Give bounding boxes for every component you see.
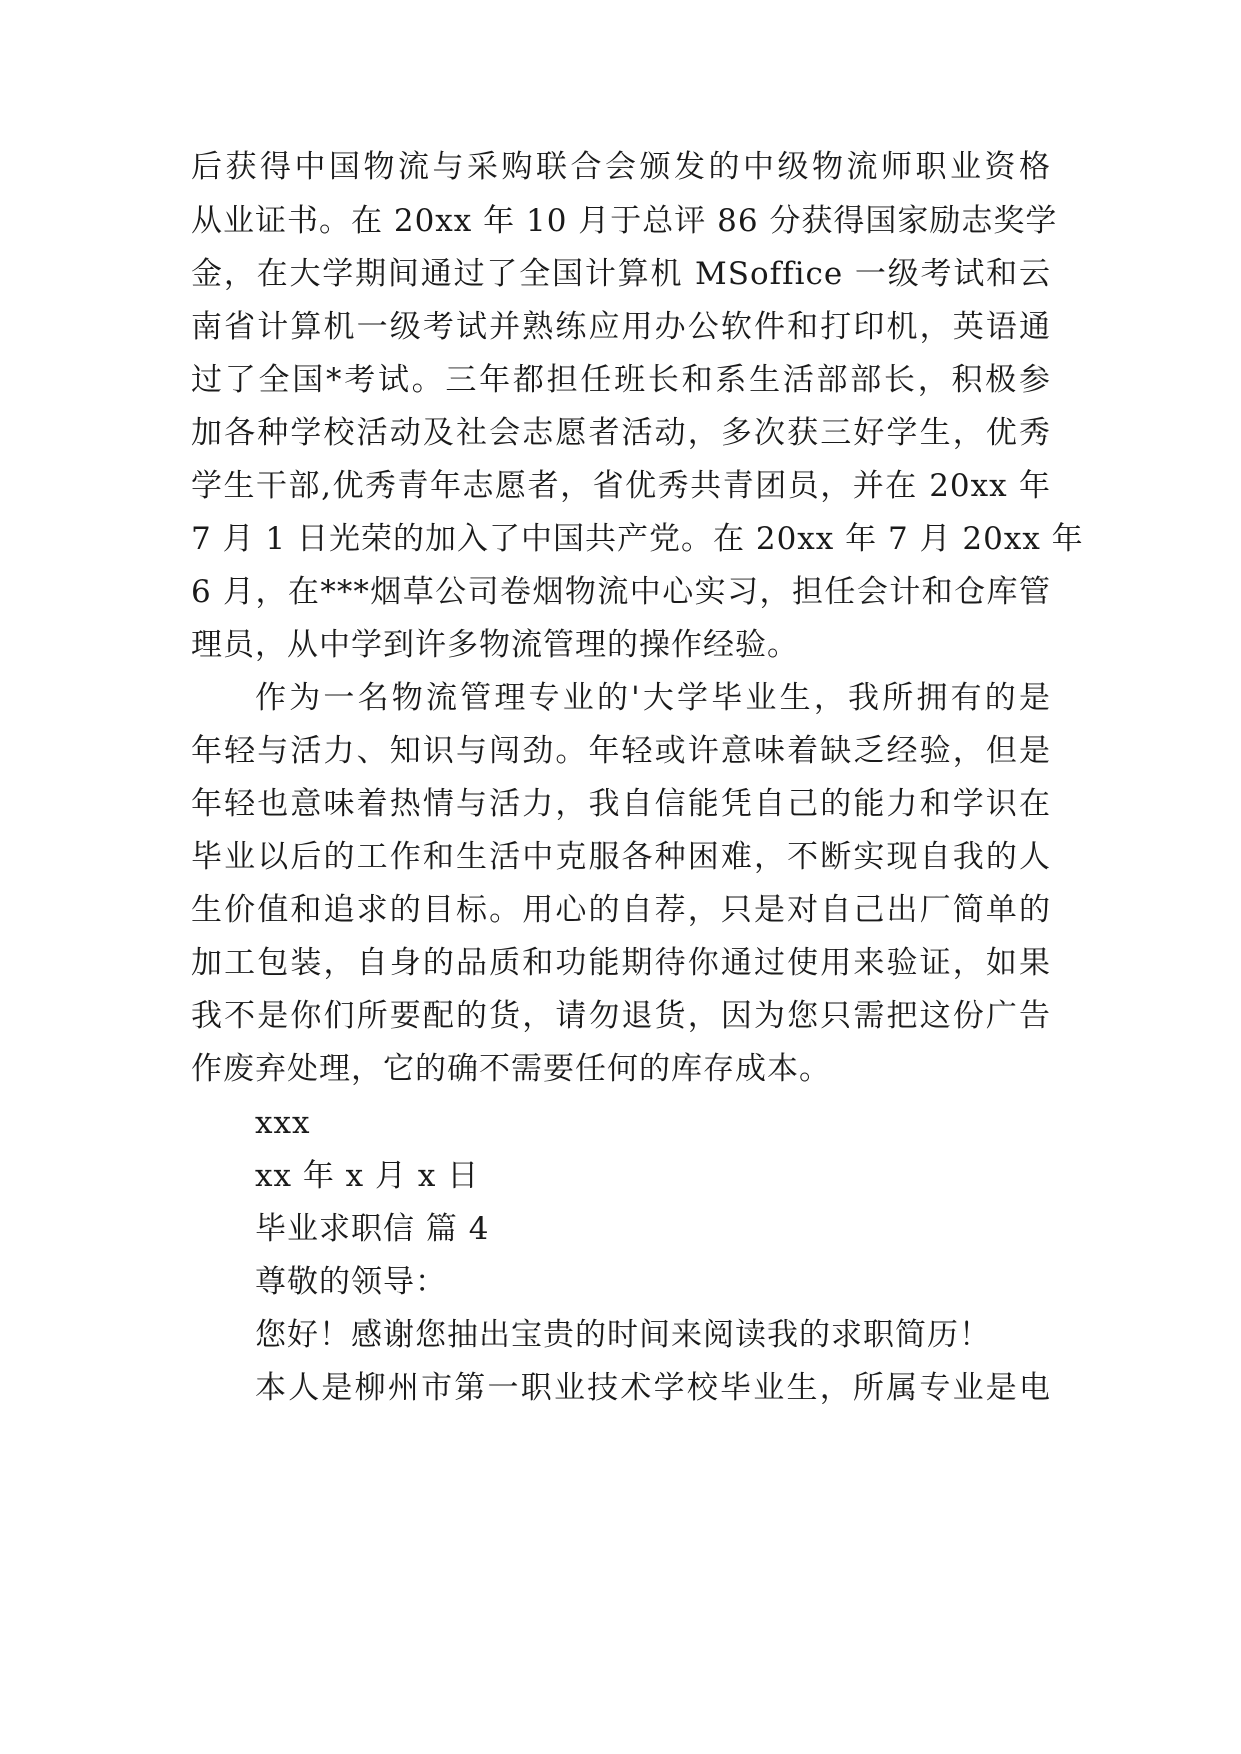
paragraph-1-line-3: 金，在大学期间通过了全国计算机 MSoffice 一级考试和云 [191, 256, 1051, 292]
paragraph-1-line-10: 理员，从中学到许多物流管理的操作经验。 [191, 627, 799, 663]
letter-title: 毕业求职信 篇 4 [255, 1211, 490, 1247]
signature-date: xx 年 x 月 x 日 [255, 1158, 480, 1194]
paragraph-2-line-2: 年轻与活力、知识与闯劲。年轻或许意味着缺乏经验，但是 [191, 733, 1051, 769]
paragraph-1-line-1: 后获得中国物流与采购联合会颁发的中级物流师职业资格 [191, 149, 1051, 185]
paragraph-1-line-6: 加各种学校活动及社会志愿者活动，多次获三好学生，优秀 [191, 415, 1051, 451]
paragraph-1-line-7: 学生干部,优秀青年志愿者，省优秀共青团员，并在 20xx 年 [191, 468, 1051, 504]
paragraph-2-line-5: 生价值和追求的目标。用心的自荐，只是对自己出厂简单的 [191, 892, 1051, 928]
paragraph-1-line-5: 过了全国*考试。三年都担任班长和系生活部部长，积极参 [191, 362, 1051, 398]
paragraph-2-line-1: 作为一名物流管理专业的'大学毕业生，我所拥有的是 [255, 680, 1051, 716]
paragraph-1-line-9: 6 月，在***烟草公司卷烟物流中心实习，担任会计和仓库管 [191, 574, 1051, 610]
greeting: 您好！感谢您抽出宝贵的时间来阅读我的求职简历！ [255, 1317, 991, 1353]
paragraph-1-line-2: 从业证书。在 20xx 年 10 月于总评 86 分获得国家励志奖学 [191, 203, 1058, 239]
paragraph-1-line-8: 7 月 1 日光荣的加入了中国共产党。在 20xx 年 7 月 20xx 年 [191, 521, 1084, 557]
paragraph-2-line-7: 我不是你们所要配的货，请勿退货，因为您只需把这份广告 [191, 998, 1051, 1034]
paragraph-2-line-3: 年轻也意味着热情与活力，我自信能凭自己的能力和学识在 [191, 786, 1051, 822]
intro-line: 本人是柳州市第一职业技术学校毕业生，所属专业是电 [255, 1370, 1051, 1406]
signature-name: xxx [255, 1105, 311, 1141]
paragraph-2-line-6: 加工包装，自身的品质和功能期待你通过使用来验证，如果 [191, 945, 1051, 981]
paragraph-2-line-8: 作废弃处理，它的确不需要任何的库存成本。 [191, 1051, 831, 1087]
salutation: 尊敬的领导： [255, 1264, 447, 1300]
paragraph-1-line-4: 南省计算机一级考试并熟练应用办公软件和打印机，英语通 [191, 309, 1051, 345]
paragraph-2-line-4: 毕业以后的工作和生活中克服各种困难，不断实现自我的人 [191, 839, 1051, 875]
